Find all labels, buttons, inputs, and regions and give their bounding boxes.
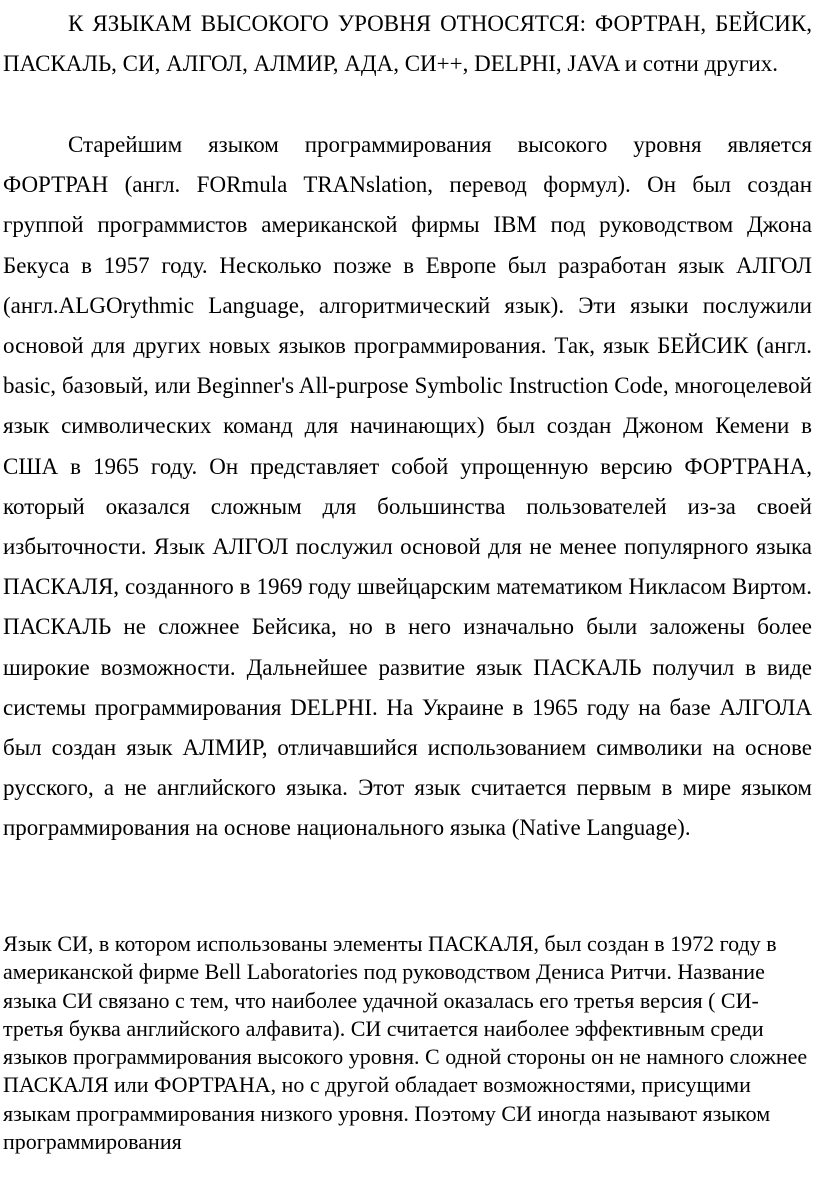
paragraph-c-language: Язык СИ, в котором использованы элементы ПАСКАЛЯ, был создан в 1972 году в американской фирме Bell Laboratories под руководством Дениса Ритчи. Название языка СИ связано с тем, что наиболее удачной оказалась его третья версия ( СИ- третья буква английского алфавита). СИ считается наиболее эффективным среди языков программирования высокого уровня. С одной стороны он не намного сложнее ПАСКАЛЯ или ФОРТРАНА, но с другой обладает возможностями, присущими языкам программирования низкого уровня. Поэтому СИ иногда называют языком программирования xyxy=(3,931,808,1155)
paragraph-high-level-languages: К ЯЗЫКАМ ВЫСОКОГО УРОВНЯ ОТНОСЯТСЯ: ФОРТРАН, БЕЙСИК, ПАСКАЛЬ, СИ, АЛГОЛ, АЛМИР, АДА, СИ++, DELPHI, JAVA и сотни других. xyxy=(3,11,812,77)
paragraph-history-of-languages: Старейшим языком программирования высокого уровня является ФОРТРАН (англ. FORmula TRANslation, перевод формул). Он был создан группой программистов американской фирмы IBM под руководством Джона Бекуса в 1957 году. Несколько позже в Европе был разработан язык АЛГОЛ (англ.ALGOrythmic Language, алгоритмический язык). Эти языки послужили основой для других новых языков программирования. Так, язык БЕЙСИК (англ. basic, базовый, или Beginner's All-purpose Symbolic Instruction Code, многоцелевой язык символических команд для начинающих) был создан Джоном Кемени в США в 1965 году. Он представляет собой упрощенную версию ФОРТРАНА, который оказался сложным для большинства пользователей из-за своей избыточности. Язык АЛГОЛ послужил основой для не менее популярного языка ПАСКАЛЯ, созданного в 1969 году швейцарским математиком Никласом Виртом. ПАСКАЛЬ не сложнее Бейсика, но в него изначально были заложены более широкие возможности. Дальнейшее развитие язык ПАСКАЛЬ получил в виде системы программирования DELPHI. На Украине в 1965 году на базе АЛГОЛА был создан язык АЛМИР, отличавшийся использованием символики на основе русского, а не английского языка. Этот язык считается первым в мире языком программирования на основе национального языка (Native Language). xyxy=(3,132,812,841)
